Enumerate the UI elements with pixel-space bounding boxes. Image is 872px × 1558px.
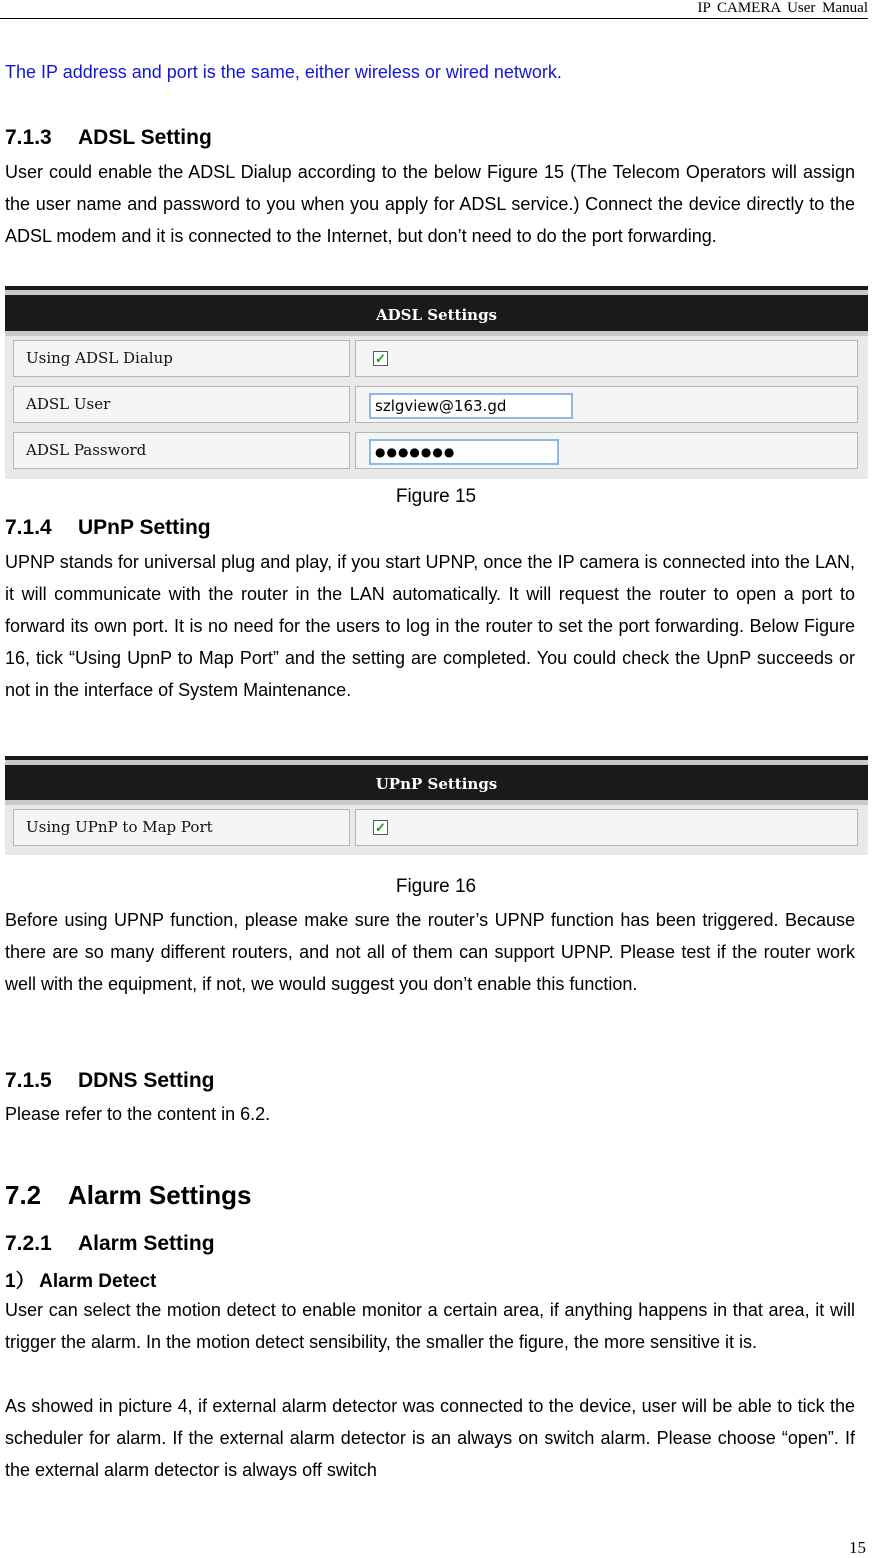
label-cell xyxy=(13,340,350,377)
using-adsl-dialup-checkbox[interactable]: ✓ xyxy=(373,351,388,366)
panel-top-bar xyxy=(5,290,868,295)
settings-row xyxy=(5,382,868,428)
adsl-password-input[interactable]: ●●●●●●● xyxy=(369,439,559,465)
adsl-description: User could enable the ADSL Dialup according to the below Figure 15 (The Telecom Operators will assign the user name and password to you when you apply for ADSL service.) Connect the device directly to the ADSL modem and it is connected to the Internet, but don’t need to do the port forwarding. xyxy=(5,162,855,246)
settings-row xyxy=(5,336,868,382)
section-title: Alarm Setting xyxy=(78,1232,215,1255)
running-header: IP CAMERA User Manual xyxy=(0,0,868,19)
section-number: 7.1.3 xyxy=(5,126,52,149)
using-upnp-label: Using UPnP to Map Port xyxy=(26,818,213,836)
value-cell xyxy=(355,386,858,423)
adsl-settings-figure xyxy=(5,286,868,479)
section-number: 7.1.4 xyxy=(5,516,52,539)
value-cell xyxy=(355,809,858,846)
panel-title: UPnP Settings xyxy=(375,775,498,793)
panel-title: ADSL Settings xyxy=(375,306,498,324)
using-upnp-checkbox[interactable]: ✓ xyxy=(373,820,388,835)
alarm-detect-paragraph-2: As showed in picture 4, if external alarm detector was connected to the device, user will be able to tick the scheduler for alarm. If the external alarm detector is an always on switch alarm. Please choose “open”. If the external alarm detector is always off switch xyxy=(5,1396,855,1480)
settings-row xyxy=(5,428,868,474)
alarm-detect-heading: 1） Alarm Detect xyxy=(5,1271,157,1292)
adsl-user-input[interactable]: szlgview@163.gd xyxy=(369,393,573,419)
alarm-detect-paragraph-1: User can select the motion detect to enable monitor a certain area, if anything happens in that area, it will trigger the alarm. In the motion detect sensibility, the smaller the figure, the more sensitive it is. xyxy=(5,1300,855,1352)
settings-row xyxy=(5,805,868,851)
adsl-user-label: ADSL User xyxy=(26,395,111,413)
page-number: 15 xyxy=(849,1538,866,1557)
section-7-1-5-heading xyxy=(5,1069,215,1093)
section-7-1-3-heading xyxy=(5,126,212,150)
section-title: UPnP Setting xyxy=(78,516,211,539)
upnp-note: Before using UPNP function, please make sure the router’s UPNP function has been triggered. Because there are so many different routers, and not all of them can support UPNP. Please test if the router work well with the equipment, if not, we would suggest you don’t enable this function. xyxy=(5,910,855,994)
settings-rows xyxy=(5,336,868,479)
section-title: ADSL Setting xyxy=(78,126,212,149)
section-number: 7.2.1 xyxy=(5,1232,52,1255)
section-number: 7.2 xyxy=(5,1180,42,1210)
panel-top-bar xyxy=(5,760,868,765)
settings-rows xyxy=(5,805,868,855)
figure-16-caption: Figure 16 xyxy=(395,876,477,897)
section-7-2-1-heading xyxy=(5,1232,215,1256)
label-cell xyxy=(13,386,350,423)
section-7-1-4-heading xyxy=(5,516,211,540)
section-title: Alarm Settings xyxy=(68,1180,252,1210)
ddns-description: Please refer to the content in 6.2. xyxy=(5,1104,271,1124)
value-cell xyxy=(355,432,858,469)
figure-15-caption: Figure 15 xyxy=(395,486,477,507)
section-7-2-heading xyxy=(5,1180,252,1211)
section-number: 7.1.5 xyxy=(5,1069,52,1092)
adsl-password-label: ADSL Password xyxy=(26,441,147,459)
label-cell xyxy=(13,809,350,846)
value-cell xyxy=(355,340,858,377)
upnp-settings-figure xyxy=(5,756,868,855)
label-cell xyxy=(13,432,350,469)
intro-note: The IP address and port is the same, either wireless or wired network. xyxy=(5,62,562,82)
upnp-description: UPNP stands for universal plug and play, if you start UPNP, once the IP camera is connected into the LAN, it will communicate with the router in the LAN automatically. It will request the router to open a port to forward its own port. It is no need for the users to log in the router to set the port forwarding. Below Figure 16, tick “Using UpnP to Map Port” and the setting are completed. You could check the UpnP succeeds or not in the interface of System Maintenance. xyxy=(5,552,855,700)
using-adsl-dialup-label: Using ADSL Dialup xyxy=(26,349,173,367)
section-title: DDNS Setting xyxy=(78,1069,215,1092)
